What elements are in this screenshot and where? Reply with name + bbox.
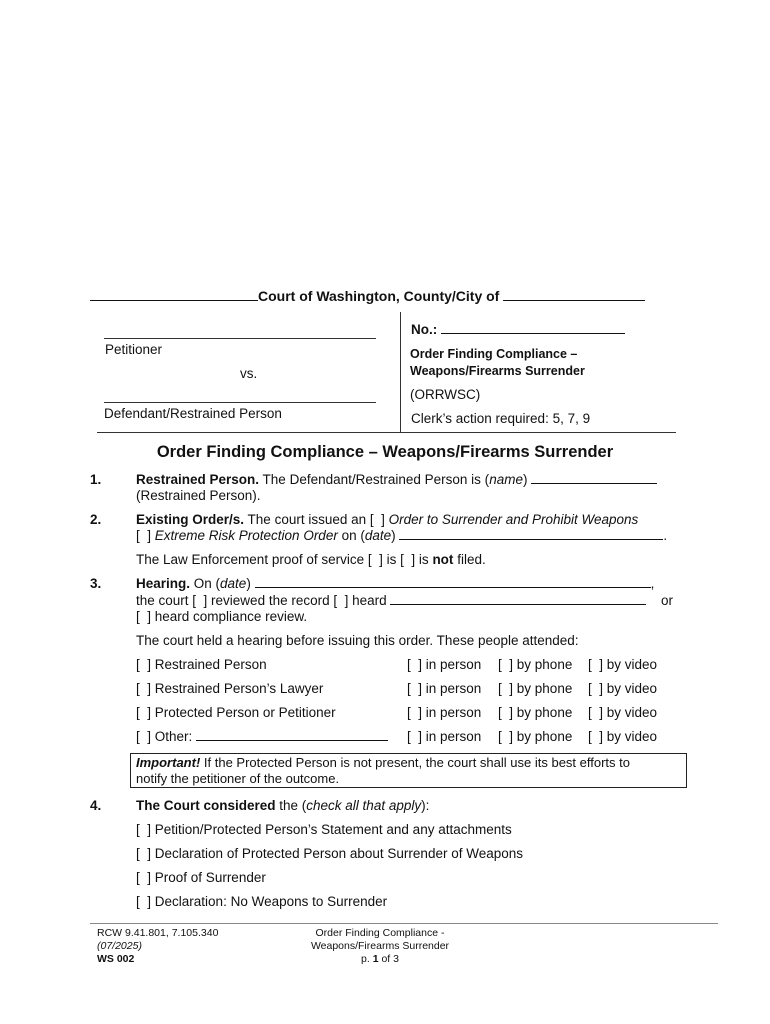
caption-bottom-line [97,432,676,433]
section-4-number: 4. [90,798,102,813]
attendee-1-by-phone[interactable] [498,657,572,672]
court-text-a: the court [136,593,193,608]
attendee-1-in-person[interactable] [407,657,481,672]
section-2-number: 2. [90,512,102,527]
footer-divider [90,923,718,924]
section-2-heading: Existing Order/s. [136,512,245,527]
defendant-line [104,402,376,403]
considered-item-2 [136,846,523,861]
section-1-line1 [136,472,657,487]
attendee-3 [136,705,336,720]
attendee-3-by-video[interactable] [588,705,657,720]
county-blank-right[interactable] [503,289,645,301]
attendee-4-in-person[interactable] [407,729,481,744]
reviewed-record-checkbox[interactable]: [ ] [192,593,208,608]
by-phone-label: by phone [516,657,573,672]
service-filed: filed. [453,552,486,567]
erpo-label: Extreme Risk Protection Order [151,528,338,543]
footer-page-pre: p. [361,953,373,965]
important-notice-box [130,753,687,788]
restrained-name-field[interactable] [531,472,657,484]
attendee-1-label: Restrained Person [154,657,267,672]
heard-checkbox[interactable]: [ ] [333,593,349,608]
erpo-on: on ( [337,528,365,543]
considered-1-checkbox[interactable]: [ ] [136,822,152,837]
attendee-2-label: Restrained Person’s Lawyer [154,681,324,696]
attendee-1-by-video[interactable] [588,657,657,672]
by-phone-label: by phone [516,729,573,744]
attendee-4-by-phone-box[interactable]: [ ] [498,729,514,744]
attendee-4-in-person-box[interactable]: [ ] [407,729,423,744]
petitioner-label: Petitioner [105,342,163,357]
attendee-2-in-person-box[interactable]: [ ] [407,681,423,696]
hearing-on: On ( [190,576,221,591]
attendee-2-in-person[interactable] [407,681,481,696]
by-phone-label: by phone [516,681,573,696]
erpo-date-hint: date [364,528,392,543]
section-2-text: The court issued an [244,512,370,527]
attendee-4-checkbox[interactable]: [ ] [136,729,152,744]
case-number-label: No.: [411,322,438,337]
attendee-2-by-phone-box[interactable]: [ ] [498,681,514,696]
heard-label: heard [348,593,387,608]
footer-rcw: RCW 9.41.801, 7.105.340 [97,927,219,939]
by-video-label: by video [606,729,658,744]
attendee-3-in-person[interactable] [407,705,481,720]
footer-page-num: 1 [372,953,379,965]
section-1-name-hint: name [489,472,523,487]
attendee-1 [136,657,267,672]
section-1-line2: (Restrained Person). [136,488,261,503]
considered-2-checkbox[interactable]: [ ] [136,846,152,861]
footer-title-2: Weapons/Firearms Surrender [310,940,450,952]
service-is-not-checkbox[interactable]: [ ] [400,552,416,567]
in-person-label: in person [425,681,482,696]
by-video-label: by video [606,681,658,696]
attendee-3-by-phone-box[interactable]: [ ] [498,705,514,720]
heard-compliance-checkbox[interactable]: [ ] [136,609,152,624]
considered-item-4 [136,894,387,909]
attendee-2-checkbox[interactable]: [ ] [136,681,152,696]
attendee-4-by-video[interactable] [588,729,657,744]
attendee-3-by-video-box[interactable]: [ ] [588,705,604,720]
considered-3-checkbox[interactable]: [ ] [136,870,152,885]
by-phone-label: by phone [516,705,573,720]
important-text-1: If the Protected Person is not present, the court shall use its best efforts to [200,755,630,770]
service-is-checkbox[interactable]: [ ] [367,552,383,567]
attendee-4-by-phone[interactable] [498,729,572,744]
erpo-close: ) [391,528,396,543]
other-attendee-field[interactable] [196,729,388,741]
footer-title-1: Order Finding Compliance - [315,927,445,939]
attendee-3-by-phone[interactable] [498,705,572,720]
form-code: (ORRWSC) [410,387,481,402]
service-is-label: is [382,552,401,567]
section-2-line2 [136,528,667,543]
heard-compliance-label: heard compliance review. [151,609,308,624]
attendee-4-by-video-box[interactable]: [ ] [588,729,604,744]
hearing-date-hint: date [220,576,247,591]
section-2-service [136,552,486,567]
order-surrender-checkbox[interactable]: [ ] [369,512,385,527]
by-video-label: by video [606,657,658,672]
section-4-text: the ( [275,798,307,813]
hearing-date-field[interactable] [255,576,651,588]
considered-item-3 [136,870,266,885]
court-line [90,288,670,304]
service-not: not [432,552,454,567]
service-text: The Law Enforcement proof of service [136,552,368,567]
important-line2: notify the petitioner of the outcome. [136,771,340,786]
considered-4-label: Declaration: No Weapons to Surrender [154,894,388,909]
footer-left [97,927,218,966]
section-1-close: ) [522,472,528,487]
by-video-label: by video [606,705,658,720]
attendee-1-checkbox[interactable]: [ ] [136,657,152,672]
attendee-1-by-phone-box[interactable]: [ ] [498,657,514,672]
considered-item-1 [136,822,512,837]
section-3-line2 [136,593,646,608]
petitioner-line [104,338,376,339]
case-number-field[interactable] [441,322,625,334]
considered-2-label: Declaration of Protected Person about Surrender of Weapons [154,846,523,861]
order-title-line1: Order Finding Compliance – [410,347,578,361]
attendee-1-in-person-box[interactable]: [ ] [407,657,423,672]
attendee-3-label: Protected Person or Petitioner [154,705,336,720]
section-3-heading: Hearing. [136,576,191,591]
attendee-4 [136,729,388,744]
footer-form-id: WS 002 [97,953,135,965]
important-label: Important! [136,755,201,770]
in-person-label: in person [425,705,482,720]
service-is-not-label: is [415,552,433,567]
clerk-action: Clerk’s action required: 5, 7, 9 [411,411,591,426]
section-3-number: 3. [90,576,102,591]
section-1-number: 1. [90,472,102,487]
in-person-label: in person [425,657,482,672]
hearing-attended-text: The court held a hearing before issuing this order. These people attended: [136,633,579,648]
attendee-3-checkbox[interactable]: [ ] [136,705,152,720]
section-4-heading: The Court considered [136,798,276,813]
section-3-line3 [136,609,307,624]
erpo-period: . [663,528,668,543]
attendee-4-label: Other: [154,729,193,744]
order-surrender-label: Order to Surrender and Prohibit Weapons [384,512,639,527]
section-1-text: The Defendant/Restrained Person is ( [259,472,490,487]
caption-divider-vertical [400,312,401,432]
county-blank-left[interactable] [90,289,258,301]
attendee-3-in-person-box[interactable]: [ ] [407,705,423,720]
order-title-caption [410,346,585,380]
footer-page [280,953,480,966]
erpo-checkbox[interactable]: [ ] [136,528,152,543]
considered-3-label: Proof of Surrender [154,870,266,885]
attendee-2-by-video-box[interactable]: [ ] [588,681,604,696]
attendee-1-by-video-box[interactable]: [ ] [588,657,604,672]
heard-field[interactable] [390,593,646,605]
section-4-check-all: check all that apply [306,798,422,813]
case-number [411,322,625,337]
section-1-heading: Restrained Person. [136,472,260,487]
considered-1-label: Petition/Protected Person’s Statement and any attachments [154,822,512,837]
or-label: or [661,593,674,608]
attendee-2-by-phone[interactable] [498,681,572,696]
section-3-line1 [136,576,654,591]
section-4-close: ): [421,798,430,813]
vs-label: vs. [240,366,258,381]
important-line1 [136,755,686,771]
reviewed-record-label: reviewed the record [207,593,334,608]
in-person-label: in person [425,729,482,744]
hearing-comma: , [650,576,655,591]
order-title-line2: Weapons/Firearms Surrender [410,364,585,378]
attendee-2 [136,681,323,696]
hearing-close: ) [246,576,251,591]
court-text: Court of Washington, County/City of [258,288,500,304]
considered-4-checkbox[interactable]: [ ] [136,894,152,909]
document-title: Order Finding Compliance – Weapons/Firearms Surrender [156,443,614,461]
defendant-label: Defendant/Restrained Person [104,406,282,421]
section-4-line1 [136,798,429,813]
footer-center [280,927,480,966]
footer-date: (07/2025) [97,940,142,952]
attendee-2-by-video[interactable] [588,681,657,696]
section-2-line1 [136,512,638,527]
footer-page-post: of 3 [378,953,399,965]
erpo-date-field[interactable] [399,528,663,540]
